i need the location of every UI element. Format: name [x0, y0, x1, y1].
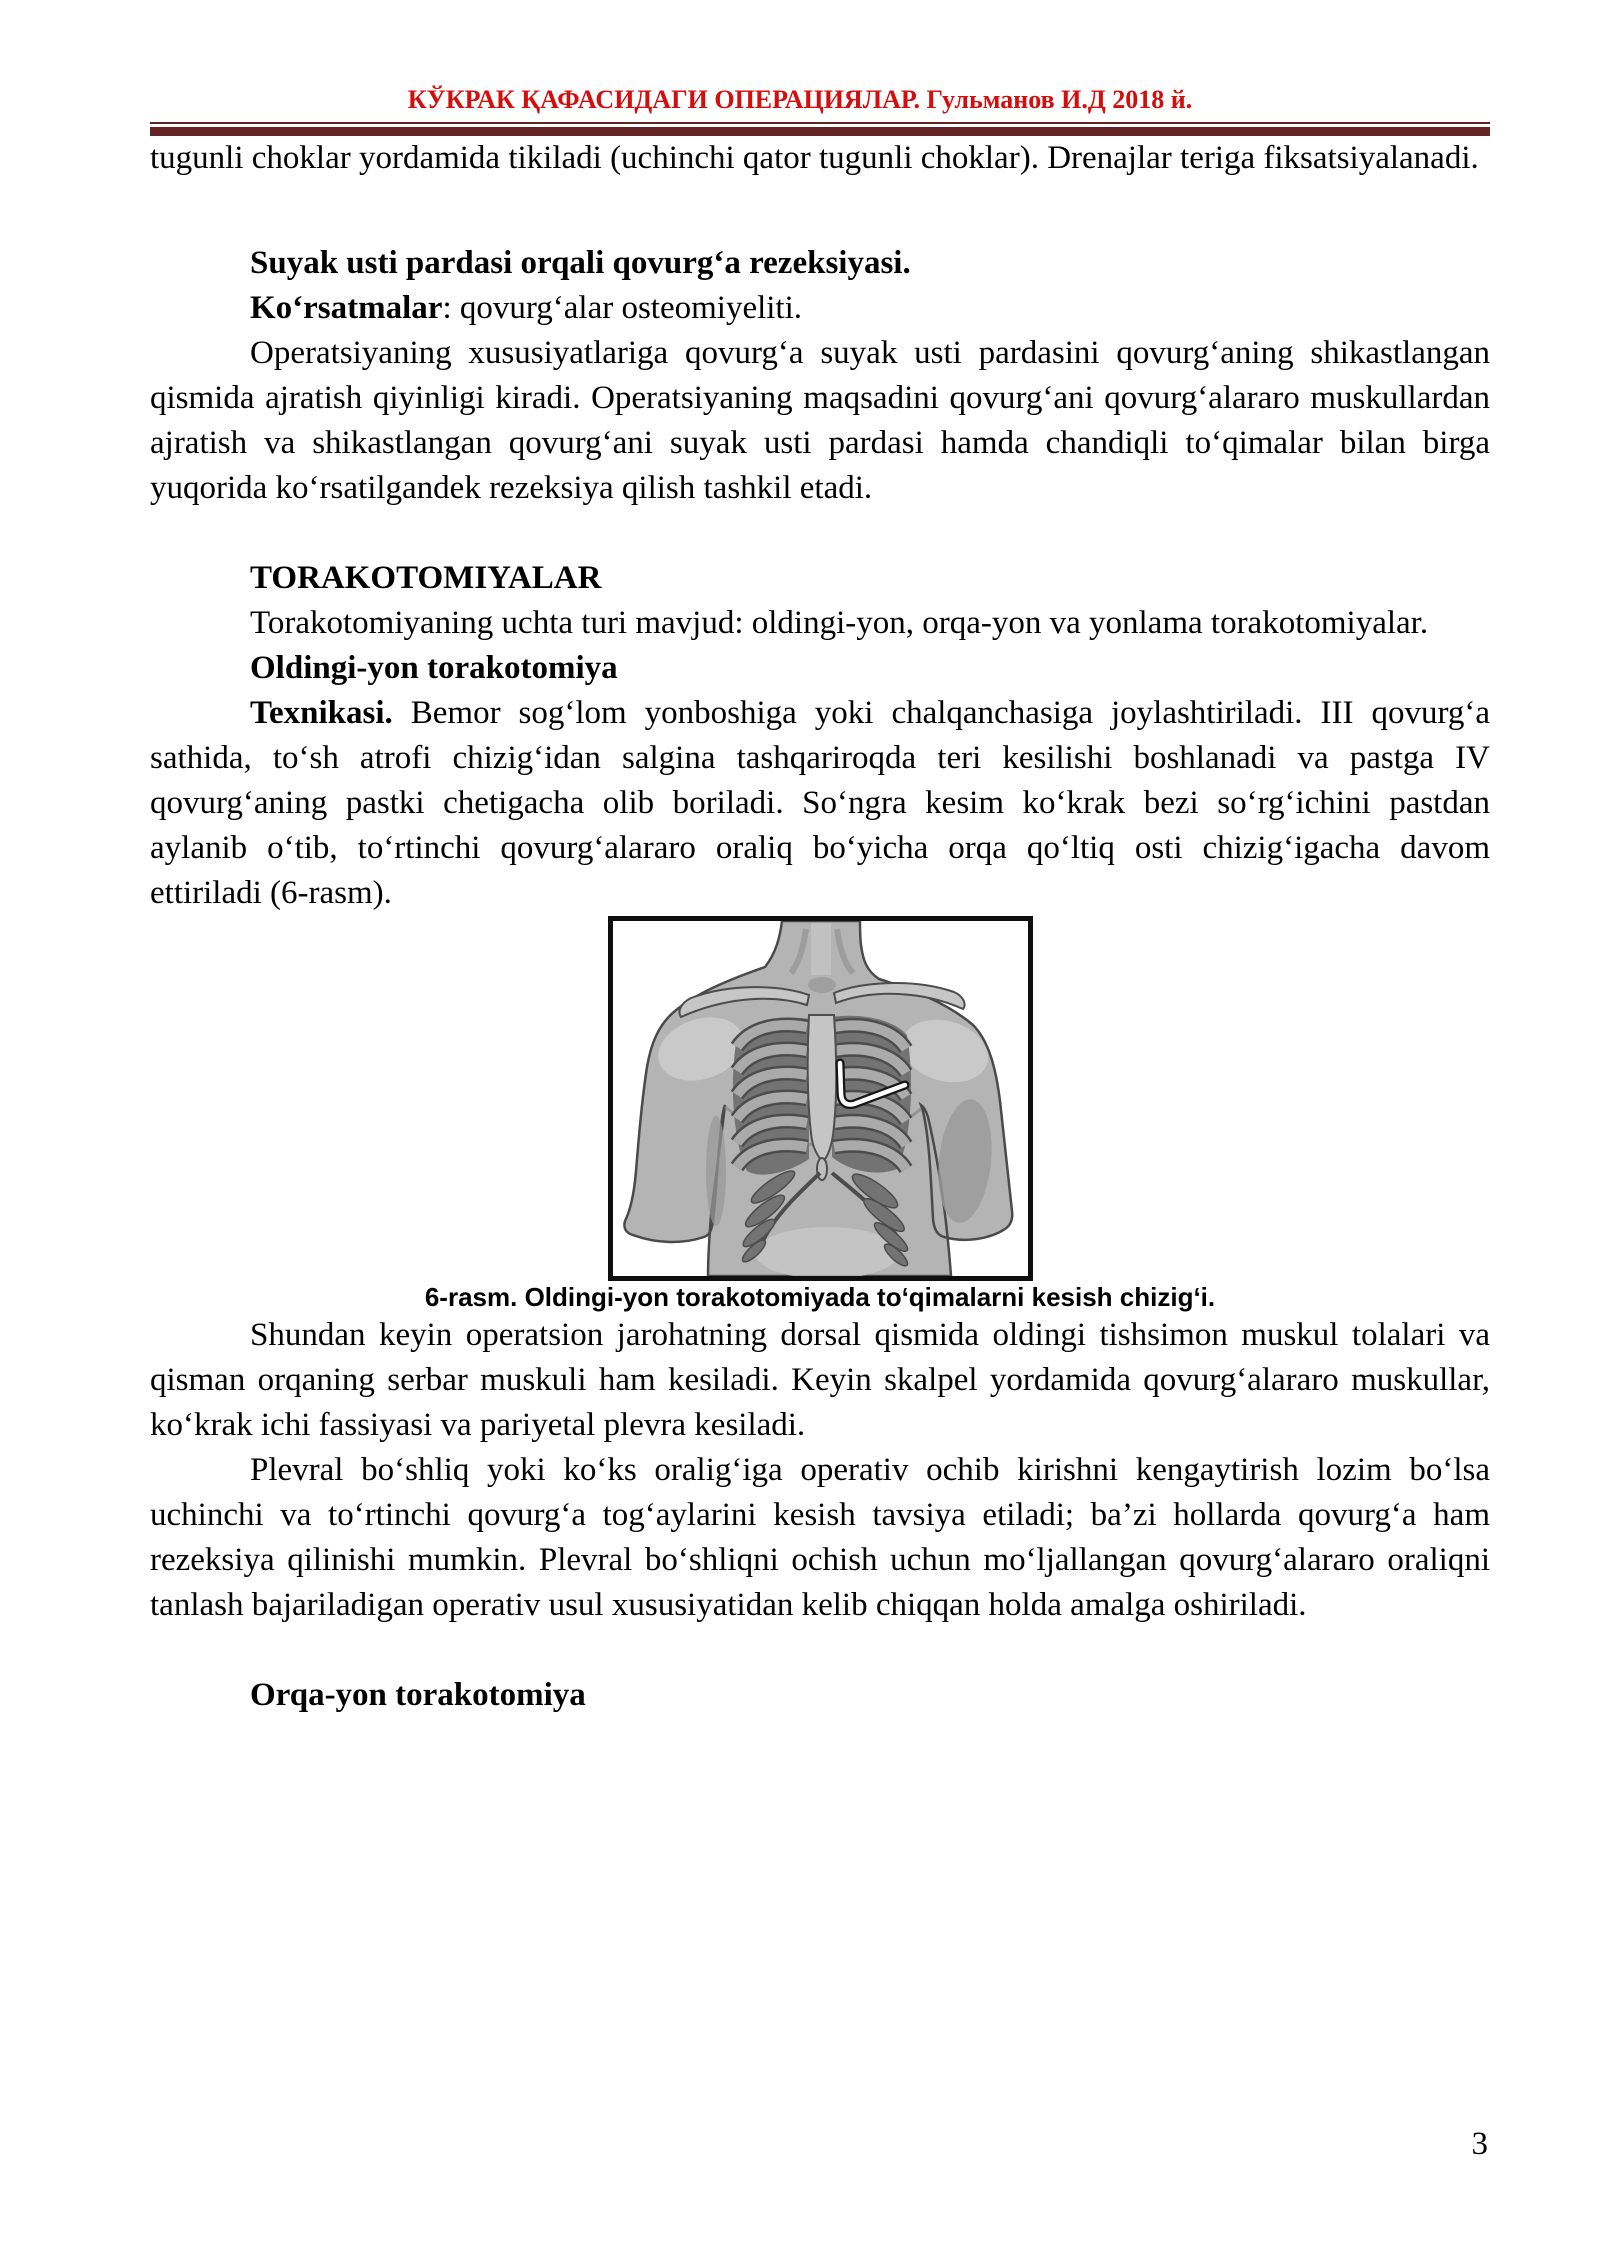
torso-ribcage-illustration: [613, 921, 1028, 1276]
heading-suyak-text: Suyak usti pardasi orqali qovurg‘a rezeksiyasi: [250, 245, 903, 281]
heading-orqa-yon: Orqa-yon torakotomiya: [250, 1677, 586, 1713]
running-header: КЎКРАК ҚАФАСИДАГИ ОПЕРАЦИЯЛАР. Гульманов И.Д 2018 й.: [407, 85, 1193, 114]
paragraph-operatsiya: Operatsiyaning xususiyatlariga qovurg‘a suyak usti pardasini qovurg‘aning shikastlangan qismida ajratish qiyinligi kiradi. Operatsiyaning maqsadini qovurg‘ani qovurg‘alararo muskullardan ajratish va shikastlangan qovurg‘ani suyak usti pardasi hamda chandiqli to‘qimalar bilan birga yuqorida ko‘rsatilgandek rezeksiya qilish tashkil etadi.: [150, 335, 1490, 506]
heading-oldingi-yon: Oldingi-yon torakotomiya: [250, 650, 618, 686]
heading-suyak-period: .: [902, 245, 911, 281]
paragraph-plevral: Plevral bo‘shliq yoki ko‘ks oralig‘iga operativ ochib kirishni kengaytirish lozim bo‘lsa uchinchi va to‘rtinchi qovurg‘a tog‘aylarini kesish tavsiya etiladi; ba’zi hollarda qovurg‘a ham rezeksiya qilinishi mumkin. Plevral bo‘shliqni ochish uchun mo‘ljallangan qovurg‘alararo oraliqni tanlash bajariladigan operativ usul xususiyatidan kelib chiqqan holda amalga oshiriladi.: [150, 1452, 1490, 1623]
heading-suyak: [150, 241, 1490, 286]
page-number: 3: [1471, 2126, 1488, 2162]
sternum: [807, 1015, 835, 1162]
texnikasi-label: Texnikasi.: [250, 695, 393, 731]
paragraph-intro: tugunli choklar yordamida tikiladi (uchinchi qator tugunli choklar). Drenajlar teriga fiksatsiyalanadi.: [150, 140, 1479, 176]
figure-6-caption: 6-rasm. Oldingi-yon torakotomiyada to‘qimalarni kesish chizig‘i.: [424, 1282, 1216, 1312]
texnikasi-text: Bemor sog‘lom yonboshiga yoki chalqanchasiga joylashtiriladi. III qovurg‘a sathida, to‘sh atrofi chizig‘idan salgina tashqariroqda teri kesilishi boshlanadi va pastga IV qovurg‘aning pastki chetigacha olib boriladi. So‘ngra kesim ko‘krak bezi so‘rg‘ichini pastdan aylanib o‘tib, to‘rtinchi qovurg‘alararo oraliq bo‘yicha orqa qo‘ltiq osti chizig‘igacha davom ettiriladi (6-rasm).: [150, 695, 1490, 911]
korsatmalar-value: : qovurg‘alar osteomiyeliti.: [442, 290, 803, 326]
header-rule: [150, 122, 1490, 136]
korsatmalar-label: Ko‘rsatmalar: [250, 290, 443, 326]
paragraph-korsatmalar: [150, 286, 1490, 331]
paragraph-texnikasi: [150, 691, 1490, 916]
page-body: [0, 136, 1600, 1718]
heading-torakotomiyalar: TORAKOTOMIYALAR: [250, 560, 602, 596]
paragraph-shundan: Shundan keyin operatsion jarohatning dorsal qismida oldingi tishsimon muskul tolalari va qisman orqaning serbar muskuli ham kesiladi. Keyin skalpel yordamida qovurg‘alararo muskullar, ko‘krak ichi fassiyasi va pariyetal plevra kesiladi.: [150, 1317, 1490, 1443]
figure-6-image: [608, 916, 1033, 1281]
paragraph-turlari: Torakotomiyaning uchta turi mavjud: oldingi-yon, orqa-yon va yonlama torakotomiyalar.: [250, 605, 1429, 641]
